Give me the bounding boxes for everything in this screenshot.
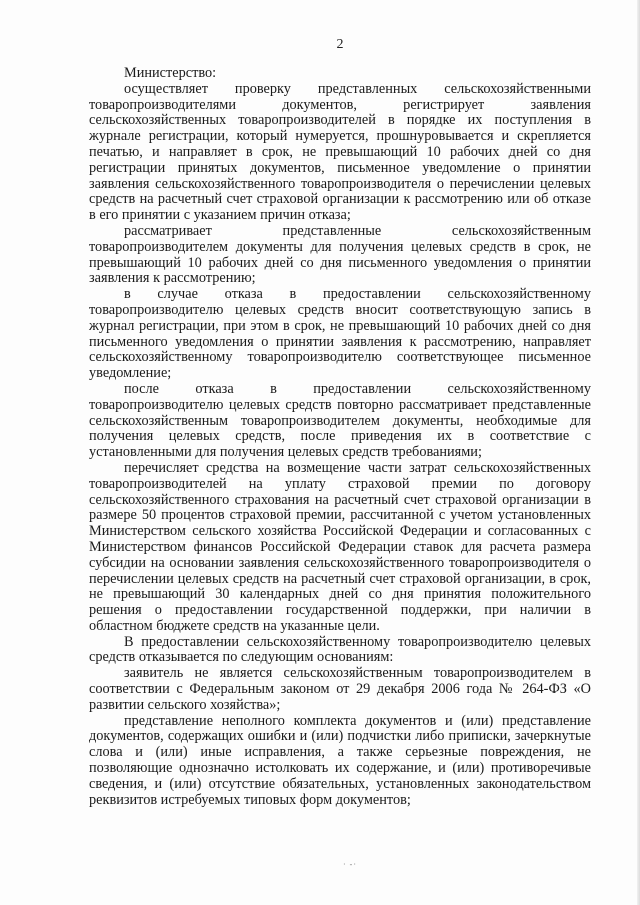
- paragraph-refusal-record: в случае отказа в предоставлении сельскохозяйственному товаропроизводителю целевых средств вносит соответствующую запись в журнал регистрации, при этом в срок, не превышающий 10 рабочих дней со дня письменного уведомления о принятии заявления к рассмотрению, направляет сельскохозяйственному товаропроизводителю соответствующее письменное уведомление;: [89, 286, 591, 382]
- paragraph-ground-incomplete-docs: представление неполного комплекта документов и (или) представление документов, содержащих ошибки и (или) подчистки либо приписки, зачеркнутые слова и (или) иные исправления, а также серьезные повреждения, не позволяющие однозначно истолковать их содержание, и (или) противоречивые сведения, и (или) отсутствие обязательных, установленных законодательством реквизитов истребуемых типовых форм документов;: [89, 712, 591, 808]
- paragraph-document-check: осуществляет проверку представленных сельскохозяйственными товаропроизводителями документов, регистрирует заявления сельскохозяйственных товаропроизводителей в порядке их поступления в журнале регистрации, который нумеруется, прошнуровывается и скрепляется печатью, и направляет в срок, не превышающий 10 рабочих дней со дня регистрации принятых документов, письменное уведомление о принятии заявления сельскохозяйственного товаропроизводителя о перечислении целевых средств на расчетный счет страховой организации к рассмотрению или об отказе в его принятии с указанием причин отказа;: [89, 80, 591, 224]
- page-number: 2: [336, 37, 344, 52]
- paragraph-ministry-heading: Министерство:: [124, 65, 217, 81]
- paragraph-refusal-grounds: В предоставлении сельскохозяйственному товаропроизводителю целевых средств отказывается по следующим основаниям:: [89, 633, 591, 666]
- paragraph-repeat-review: после отказа в предоставлении сельскохозяйственному товаропроизводителю целевых средств повторно рассматривает представленные сельскохозяйственным товаропроизводителем документы, необходимые для получения целевых средств, после приведения их в соответствие с установленными для получения целевых средств требованиями;: [89, 380, 591, 461]
- footer-scan-mark: · -·: [343, 860, 357, 869]
- paragraph-transfer-funds: перечисляет средства на возмещение части затрат сельскохозяйственных товаропроизводителей на уплату страховой премии по договору сельскохозяйственного страхования на расчетный счет страховой организации в размере 50 процентов страховой премии, рассчитанной с учетом установленных Министерством сельского хозяйства Российской Федерации и согласованных с Министерством финансов Российской Федерации ставок для расчета размера субсидии на основании заявления сельскохозяйственного товаропроизводителя о перечислении целевых средств на расчетный счет страховой организации, в срок, не превышающий 30 календарных дней со дня принятия положительного решения о предоставлении государственной поддержки, при наличии в областном бюджете средств на указанные цели.: [89, 459, 591, 634]
- document-body: [89, 66, 591, 808]
- paragraph-review-documents: рассматривает представленные сельскохозяйственным товаропроизводителем документы для получения целевых средств в срок, не превышающий 10 рабочих дней со дня письменного уведомления о принятии заявления к рассмотрению;: [89, 222, 591, 287]
- paragraph-ground-not-producer: заявитель не является сельскохозяйственным товаропроизводителем в соответствии с Федеральным законом от 29 декабря 2006 года № 264-ФЗ «О развитии сельского хозяйства»;: [89, 665, 591, 713]
